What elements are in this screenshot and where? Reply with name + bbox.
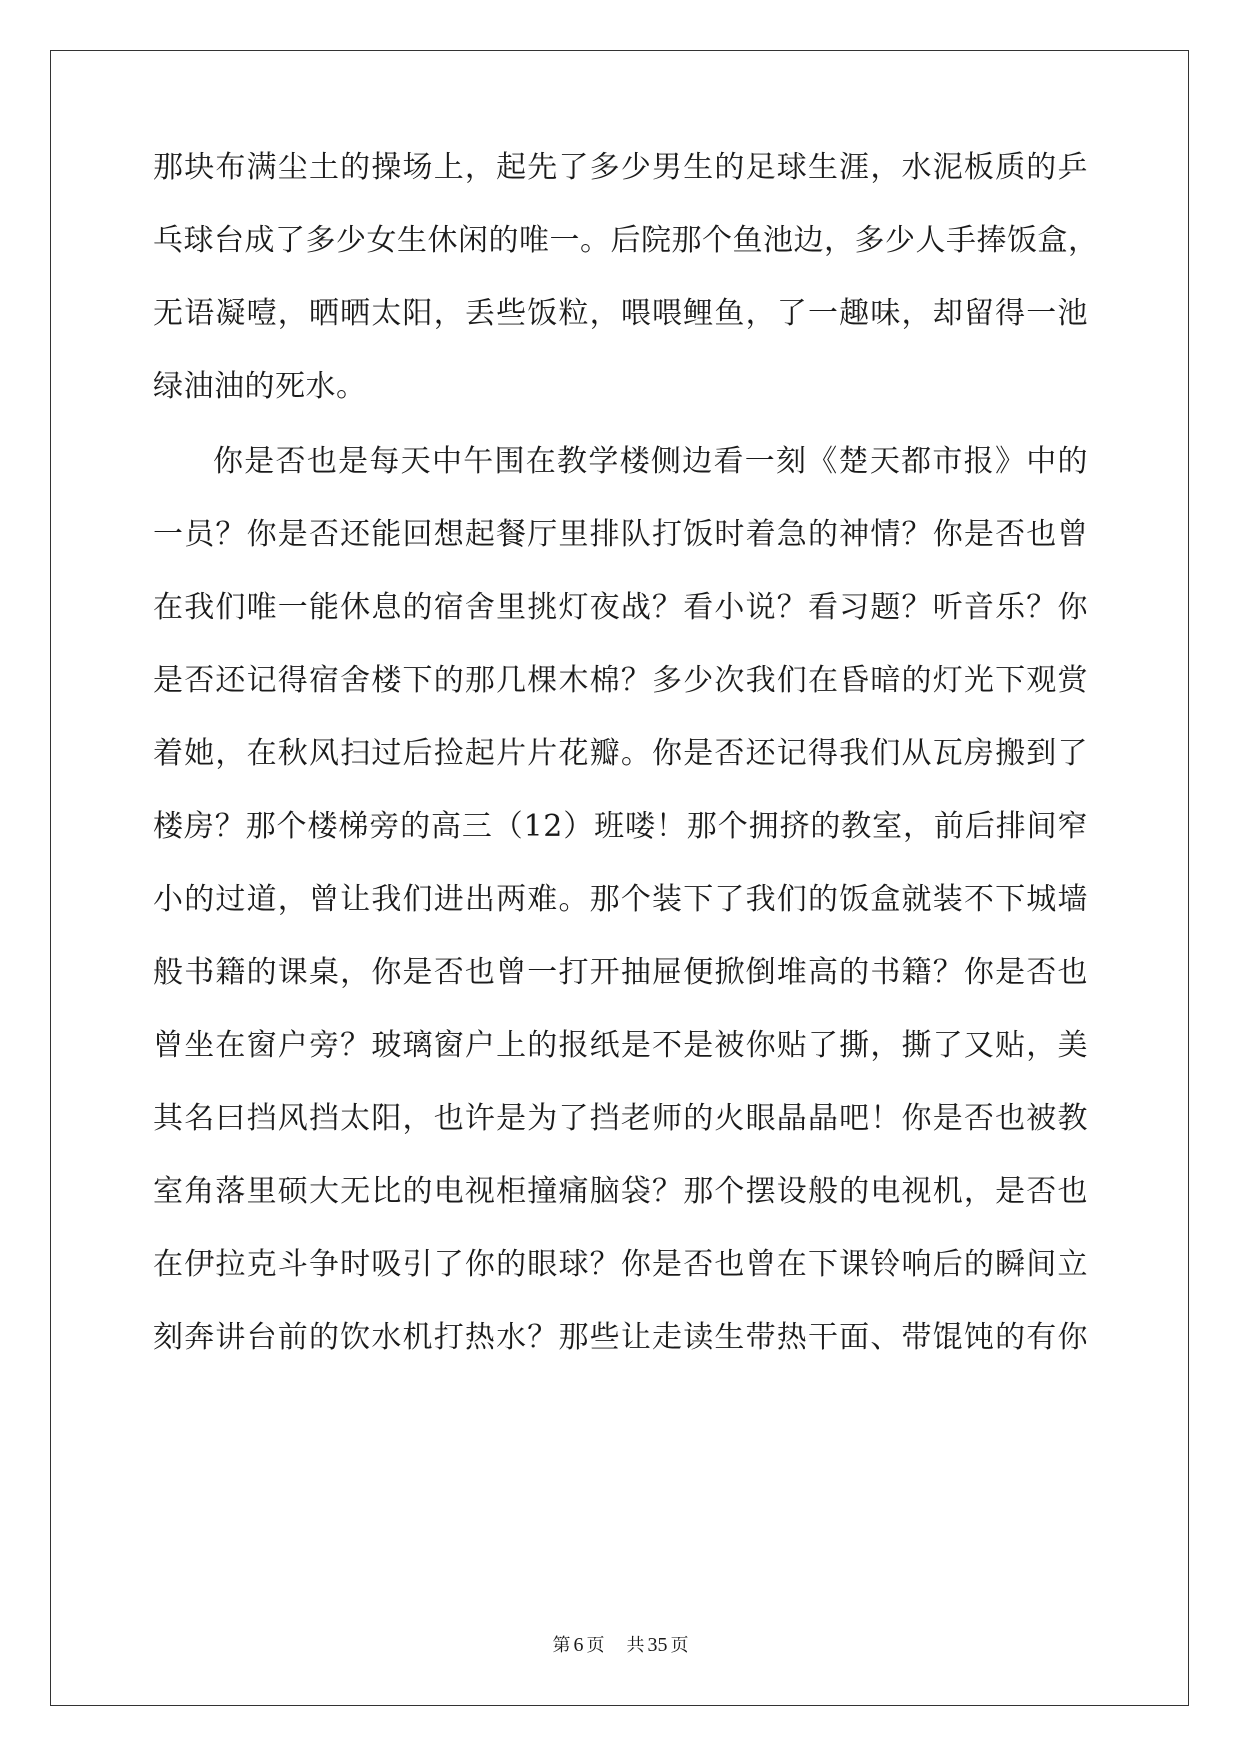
text-line: 在我们唯一能休息的宿舍里挑灯夜战？看小说？看习题？听音乐？你 — [153, 590, 1088, 625]
text-line: 是否还记得宿舍楼下的那几棵木棉？多少次我们在昏暗的灯光下观赏 — [153, 663, 1088, 698]
text-line: 其名曰挡风挡太阳，也许是为了挡老师的火眼晶晶吧！你是否也被教 — [153, 1101, 1088, 1136]
text-line: 绿油油的死水。 — [153, 369, 367, 404]
text-line: 着她，在秋风扫过后捡起片片花瓣。你是否还记得我们从瓦房搬到了 — [153, 736, 1088, 771]
page-prefix: 第 — [552, 1635, 571, 1656]
page-footer — [0, 1633, 1241, 1658]
text-line: 曾坐在窗户旁？玻璃窗户上的报纸是不是被你贴了撕，撕了又贴，美 — [153, 1028, 1088, 1063]
text-line: 乓球台成了多少女生休闲的唯一。后院那个鱼池边，多少人手捧饭盒， — [153, 223, 1099, 258]
text-line: 一员？你是否还能回想起餐厅里排队打饭时着急的神情？你是否也曾 — [153, 517, 1088, 552]
text-line: 般书籍的课桌，你是否也曾一打开抽屉便掀倒堆高的书籍？你是否也 — [153, 955, 1088, 990]
page-suffix: 页 — [586, 1635, 605, 1656]
total-prefix: 共 — [626, 1635, 645, 1656]
text-line: 刻奔讲台前的饮水机打热水？那些让走读生带热干面、带馄饨的有你 — [153, 1320, 1088, 1355]
text-line: 小的过道，曾让我们进出两难。那个装下了我们的饭盒就装不下城墙 — [153, 882, 1088, 917]
text-line: 你是否也是每天中午围在教学楼侧边看一刻《楚天都市报》中的 — [213, 444, 1088, 479]
page-number: 6 — [573, 1634, 584, 1656]
text-line: 楼房？那个楼梯旁的高三（12）班喽！那个拥挤的教室，前后排间窄 — [153, 809, 1088, 844]
text-line: 室角落里硕大无比的电视柜撞痛脑袋？那个摆设般的电视机，是否也 — [153, 1174, 1088, 1209]
total-suffix: 页 — [670, 1635, 689, 1656]
text-line: 无语凝噎，晒晒太阳，丢些饭粒，喂喂鲤鱼，了一趣味，却留得一池 — [153, 296, 1088, 331]
total-pages: 35 — [647, 1634, 668, 1656]
text-line: 在伊拉克斗争时吸引了你的眼球？你是否也曾在下课铃响后的瞬间立 — [153, 1247, 1088, 1282]
text-line: 那块布满尘土的操场上，起先了多少男生的足球生涯，水泥板质的乒 — [153, 150, 1088, 185]
